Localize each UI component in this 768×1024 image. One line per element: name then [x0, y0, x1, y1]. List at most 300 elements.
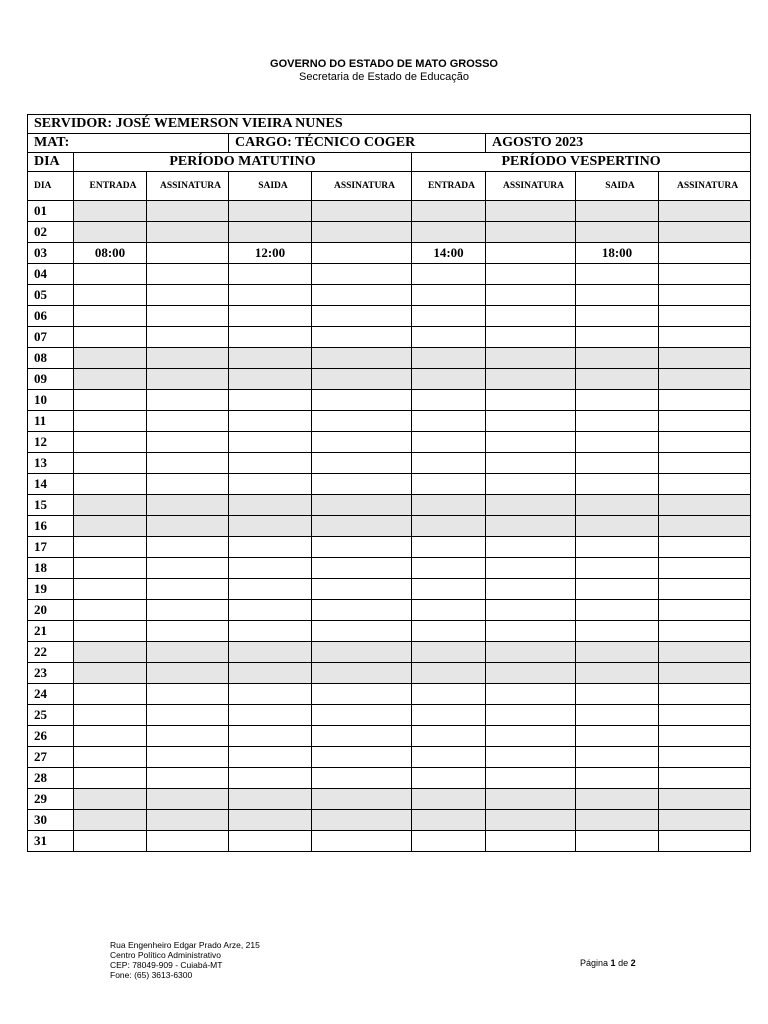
assinatura-cell [659, 432, 751, 453]
day-cell: 24 [28, 684, 74, 705]
assinatura-cell [312, 789, 412, 810]
day-cell: 28 [28, 768, 74, 789]
assinatura-cell [147, 600, 229, 621]
assinatura-cell [147, 243, 229, 264]
assinatura-cell [147, 726, 229, 747]
day-cell: 05 [28, 285, 74, 306]
day-cell: 11 [28, 411, 74, 432]
entrada-vespertino-cell [412, 411, 486, 432]
assinatura-cell [486, 747, 576, 768]
entrada-matutino-cell [74, 474, 147, 495]
entrada-matutino-cell [74, 411, 147, 432]
saida-matutino-cell [229, 810, 312, 831]
day-cell: 16 [28, 516, 74, 537]
assinatura-cell [312, 222, 412, 243]
assinatura-cell [659, 201, 751, 222]
entrada-matutino-cell [74, 306, 147, 327]
day-cell: 30 [28, 810, 74, 831]
entrada-vespertino-cell [412, 453, 486, 474]
month-field: AGOSTO 2023 [486, 134, 751, 153]
address-center: Centro Político Administrativo [110, 950, 222, 960]
page-number [580, 958, 636, 968]
saida-vespertino-cell [576, 201, 659, 222]
entrada-matutino-cell [74, 768, 147, 789]
entrada-vespertino-cell [412, 831, 486, 852]
day-row [28, 579, 751, 600]
saida-matutino-cell [229, 831, 312, 852]
entrada-vespertino-cell [412, 222, 486, 243]
day-row [28, 537, 751, 558]
entrada-matutino-cell [74, 201, 147, 222]
assinatura-cell [147, 684, 229, 705]
assinatura-cell [659, 663, 751, 684]
day-row [28, 516, 751, 537]
assinatura-cell [659, 579, 751, 600]
day-row [28, 201, 751, 222]
assinatura-cell [312, 768, 412, 789]
entrada-vespertino-cell: 14:00 [412, 243, 486, 264]
entrada-vespertino-cell [412, 684, 486, 705]
column-header: ASSINATURA [312, 172, 412, 201]
saida-matutino-cell [229, 327, 312, 348]
saida-matutino-cell [229, 747, 312, 768]
assinatura-cell [147, 537, 229, 558]
column-header: DIA [28, 172, 74, 201]
assinatura-cell [659, 474, 751, 495]
assinatura-cell [659, 516, 751, 537]
day-cell: 20 [28, 600, 74, 621]
assinatura-cell [659, 621, 751, 642]
assinatura-cell [312, 684, 412, 705]
assinatura-cell [486, 432, 576, 453]
day-row [28, 474, 751, 495]
day-row [28, 411, 751, 432]
assinatura-cell [312, 663, 412, 684]
saida-matutino-cell [229, 705, 312, 726]
assinatura-cell [312, 369, 412, 390]
mat-field: MAT: [28, 134, 229, 153]
assinatura-cell [659, 810, 751, 831]
assinatura-cell [486, 642, 576, 663]
assinatura-cell [147, 348, 229, 369]
assinatura-cell [312, 558, 412, 579]
assinatura-cell [659, 684, 751, 705]
day-row [28, 348, 751, 369]
entrada-vespertino-cell [412, 201, 486, 222]
footer-address [110, 940, 260, 980]
assinatura-cell [659, 264, 751, 285]
day-cell: 31 [28, 831, 74, 852]
entrada-matutino-cell [74, 495, 147, 516]
day-row [28, 243, 751, 264]
assinatura-cell [147, 810, 229, 831]
saida-vespertino-cell [576, 558, 659, 579]
entrada-matutino-cell: 08:00 [74, 243, 147, 264]
saida-vespertino-cell [576, 495, 659, 516]
saida-vespertino-cell [576, 222, 659, 243]
entrada-matutino-cell [74, 369, 147, 390]
page-current: 1 [610, 958, 616, 968]
assinatura-cell [147, 789, 229, 810]
document-header [0, 58, 768, 84]
assinatura-cell [659, 369, 751, 390]
saida-matutino-cell [229, 222, 312, 243]
entrada-vespertino-cell [412, 264, 486, 285]
saida-vespertino-cell [576, 306, 659, 327]
entrada-vespertino-cell [412, 705, 486, 726]
assinatura-cell [486, 474, 576, 495]
assinatura-cell [486, 222, 576, 243]
saida-matutino-cell [229, 264, 312, 285]
assinatura-cell [312, 495, 412, 516]
servidor-row [28, 115, 751, 134]
assinatura-cell [312, 201, 412, 222]
saida-matutino-cell [229, 558, 312, 579]
day-cell: 13 [28, 453, 74, 474]
assinatura-cell [312, 831, 412, 852]
assinatura-cell [486, 768, 576, 789]
entrada-vespertino-cell [412, 285, 486, 306]
assinatura-cell [147, 621, 229, 642]
day-row [28, 369, 751, 390]
assinatura-cell [147, 369, 229, 390]
assinatura-cell [312, 285, 412, 306]
assinatura-cell [312, 747, 412, 768]
assinatura-cell [659, 600, 751, 621]
assinatura-cell [486, 537, 576, 558]
assinatura-cell [312, 327, 412, 348]
servidor-name: SERVIDOR: JOSÉ WEMERSON VIEIRA NUNES [28, 115, 751, 134]
column-header: SAIDA [229, 172, 312, 201]
assinatura-cell [312, 516, 412, 537]
saida-vespertino-cell [576, 264, 659, 285]
saida-matutino-cell [229, 684, 312, 705]
entrada-vespertino-cell [412, 768, 486, 789]
saida-matutino-cell [229, 726, 312, 747]
assinatura-cell [659, 306, 751, 327]
assinatura-cell [147, 747, 229, 768]
column-header: ASSINATURA [486, 172, 576, 201]
day-cell: 18 [28, 558, 74, 579]
assinatura-cell [486, 726, 576, 747]
mat-row [28, 134, 751, 153]
day-row [28, 600, 751, 621]
assinatura-cell [147, 474, 229, 495]
cargo-field: CARGO: TÉCNICO COGER [229, 134, 486, 153]
saida-matutino-cell [229, 474, 312, 495]
day-row [28, 831, 751, 852]
saida-matutino-cell [229, 453, 312, 474]
saida-vespertino-cell [576, 327, 659, 348]
address-cep: CEP: 78049-909 - Cuiabá-MT [110, 960, 223, 970]
entrada-vespertino-cell [412, 495, 486, 516]
saida-matutino-cell [229, 621, 312, 642]
entrada-matutino-cell [74, 579, 147, 600]
assinatura-cell [659, 537, 751, 558]
assinatura-cell [147, 390, 229, 411]
assinatura-cell [486, 348, 576, 369]
day-cell: 04 [28, 264, 74, 285]
entrada-matutino-cell [74, 600, 147, 621]
day-cell: 12 [28, 432, 74, 453]
entrada-matutino-cell [74, 621, 147, 642]
saida-vespertino-cell [576, 285, 659, 306]
entrada-matutino-cell [74, 222, 147, 243]
assinatura-cell [147, 663, 229, 684]
entrada-vespertino-cell [412, 327, 486, 348]
assinatura-cell [312, 537, 412, 558]
assinatura-cell [659, 642, 751, 663]
assinatura-cell [486, 579, 576, 600]
saida-vespertino-cell [576, 663, 659, 684]
saida-matutino-cell [229, 537, 312, 558]
saida-vespertino-cell [576, 369, 659, 390]
entrada-matutino-cell [74, 831, 147, 852]
assinatura-cell [147, 222, 229, 243]
assinatura-cell [659, 705, 751, 726]
entrada-vespertino-cell [412, 537, 486, 558]
attendance-sheet [27, 114, 751, 852]
saida-matutino-cell: 12:00 [229, 243, 312, 264]
saida-vespertino-cell [576, 831, 659, 852]
entrada-matutino-cell [74, 747, 147, 768]
day-cell: 22 [28, 642, 74, 663]
day-row [28, 453, 751, 474]
entrada-vespertino-cell [412, 726, 486, 747]
entrada-matutino-cell [74, 285, 147, 306]
entrada-matutino-cell [74, 705, 147, 726]
day-row [28, 747, 751, 768]
day-cell: 01 [28, 201, 74, 222]
column-header: ENTRADA [74, 172, 147, 201]
saida-vespertino-cell [576, 579, 659, 600]
day-row [28, 222, 751, 243]
assinatura-cell [659, 726, 751, 747]
period-row [28, 153, 751, 172]
assinatura-cell [659, 222, 751, 243]
day-row [28, 789, 751, 810]
saida-vespertino-cell [576, 642, 659, 663]
assinatura-cell [486, 327, 576, 348]
assinatura-cell [312, 411, 412, 432]
period-afternoon: PERÍODO VESPERTINO [412, 153, 751, 172]
assinatura-cell [147, 327, 229, 348]
entrada-vespertino-cell [412, 558, 486, 579]
saida-vespertino-cell [576, 453, 659, 474]
assinatura-cell [486, 453, 576, 474]
day-row [28, 621, 751, 642]
day-cell: 09 [28, 369, 74, 390]
column-header: ASSINATURA [147, 172, 229, 201]
address-phone: Fone: (65) 3613-6300 [110, 970, 193, 980]
day-cell: 29 [28, 789, 74, 810]
assinatura-cell [147, 516, 229, 537]
assinatura-cell [312, 432, 412, 453]
entrada-matutino-cell [74, 558, 147, 579]
assinatura-cell [147, 579, 229, 600]
assinatura-cell [147, 558, 229, 579]
assinatura-cell [147, 495, 229, 516]
day-cell: 10 [28, 390, 74, 411]
saida-matutino-cell [229, 600, 312, 621]
day-row [28, 306, 751, 327]
saida-vespertino-cell [576, 474, 659, 495]
entrada-vespertino-cell [412, 516, 486, 537]
entrada-matutino-cell [74, 432, 147, 453]
entrada-vespertino-cell [412, 369, 486, 390]
assinatura-cell [659, 327, 751, 348]
assinatura-cell [147, 432, 229, 453]
assinatura-cell [659, 747, 751, 768]
assinatura-cell [486, 306, 576, 327]
saida-matutino-cell [229, 201, 312, 222]
day-row [28, 768, 751, 789]
assinatura-cell [147, 411, 229, 432]
entrada-matutino-cell [74, 810, 147, 831]
entrada-matutino-cell [74, 642, 147, 663]
assinatura-cell [312, 726, 412, 747]
assinatura-cell [312, 600, 412, 621]
page-of: de [618, 958, 629, 968]
saida-vespertino-cell [576, 789, 659, 810]
saida-vespertino-cell [576, 705, 659, 726]
day-cell: 21 [28, 621, 74, 642]
assinatura-cell [659, 348, 751, 369]
assinatura-cell [486, 390, 576, 411]
assinatura-cell [659, 453, 751, 474]
saida-matutino-cell [229, 642, 312, 663]
day-row [28, 495, 751, 516]
assinatura-cell [312, 621, 412, 642]
saida-vespertino-cell [576, 747, 659, 768]
assinatura-cell [486, 621, 576, 642]
saida-matutino-cell [229, 348, 312, 369]
assinatura-cell [486, 705, 576, 726]
page-label: Página [580, 958, 609, 968]
assinatura-cell [147, 831, 229, 852]
assinatura-cell [147, 453, 229, 474]
day-cell: 25 [28, 705, 74, 726]
entrada-matutino-cell [74, 537, 147, 558]
day-cell: 23 [28, 663, 74, 684]
day-row [28, 705, 751, 726]
saida-vespertino-cell [576, 684, 659, 705]
assinatura-cell [312, 306, 412, 327]
assinatura-cell [312, 810, 412, 831]
assinatura-cell [659, 558, 751, 579]
assinatura-cell [486, 411, 576, 432]
assinatura-cell [312, 390, 412, 411]
day-row [28, 390, 751, 411]
column-header: ENTRADA [412, 172, 486, 201]
day-cell: 02 [28, 222, 74, 243]
day-row [28, 726, 751, 747]
address-street: Rua Engenheiro Edgar Prado Arze, 215 [110, 940, 260, 950]
assinatura-cell [312, 348, 412, 369]
assinatura-cell [486, 264, 576, 285]
entrada-matutino-cell [74, 726, 147, 747]
entrada-matutino-cell [74, 684, 147, 705]
saida-vespertino-cell [576, 768, 659, 789]
saida-matutino-cell [229, 285, 312, 306]
saida-matutino-cell [229, 411, 312, 432]
assinatura-cell [486, 495, 576, 516]
saida-matutino-cell [229, 516, 312, 537]
assinatura-cell [486, 201, 576, 222]
assinatura-cell [659, 285, 751, 306]
day-cell: 15 [28, 495, 74, 516]
entrada-vespertino-cell [412, 621, 486, 642]
assinatura-cell [486, 810, 576, 831]
assinatura-cell [312, 579, 412, 600]
saida-matutino-cell [229, 579, 312, 600]
entrada-vespertino-cell [412, 390, 486, 411]
saida-vespertino-cell [576, 621, 659, 642]
assinatura-cell [147, 768, 229, 789]
assinatura-cell [659, 390, 751, 411]
entrada-vespertino-cell [412, 642, 486, 663]
entrada-vespertino-cell [412, 348, 486, 369]
saida-vespertino-cell [576, 348, 659, 369]
saida-vespertino-cell [576, 432, 659, 453]
assinatura-cell [486, 243, 576, 264]
entrada-matutino-cell [74, 327, 147, 348]
saida-matutino-cell [229, 369, 312, 390]
day-row [28, 432, 751, 453]
assinatura-cell [659, 768, 751, 789]
saida-matutino-cell [229, 789, 312, 810]
assinatura-cell [659, 243, 751, 264]
day-row [28, 327, 751, 348]
day-cell: 19 [28, 579, 74, 600]
saida-matutino-cell [229, 663, 312, 684]
column-header: SAIDA [576, 172, 659, 201]
secretariat-subtitle: Secretaria de Estado de Educação [298, 71, 469, 83]
day-row [28, 684, 751, 705]
assinatura-cell [486, 369, 576, 390]
entrada-matutino-cell [74, 348, 147, 369]
assinatura-cell [659, 789, 751, 810]
assinatura-cell [659, 831, 751, 852]
day-cell: 26 [28, 726, 74, 747]
government-title: GOVERNO DO ESTADO DE MATO GROSSO [270, 58, 498, 70]
entrada-vespertino-cell [412, 474, 486, 495]
entrada-vespertino-cell [412, 789, 486, 810]
column-header: ASSINATURA [659, 172, 751, 201]
assinatura-cell [147, 705, 229, 726]
assinatura-cell [312, 243, 412, 264]
entrada-matutino-cell [74, 390, 147, 411]
assinatura-cell [659, 411, 751, 432]
assinatura-cell [312, 264, 412, 285]
assinatura-cell [486, 516, 576, 537]
saida-vespertino-cell: 18:00 [576, 243, 659, 264]
page-total: 2 [630, 958, 636, 968]
assinatura-cell [147, 264, 229, 285]
entrada-vespertino-cell [412, 432, 486, 453]
day-row [28, 264, 751, 285]
day-cell: 17 [28, 537, 74, 558]
saida-matutino-cell [229, 768, 312, 789]
assinatura-cell [486, 285, 576, 306]
saida-vespertino-cell [576, 411, 659, 432]
saida-vespertino-cell [576, 390, 659, 411]
saida-matutino-cell [229, 390, 312, 411]
day-cell: 03 [28, 243, 74, 264]
saida-matutino-cell [229, 495, 312, 516]
assinatura-cell [486, 789, 576, 810]
saida-vespertino-cell [576, 516, 659, 537]
